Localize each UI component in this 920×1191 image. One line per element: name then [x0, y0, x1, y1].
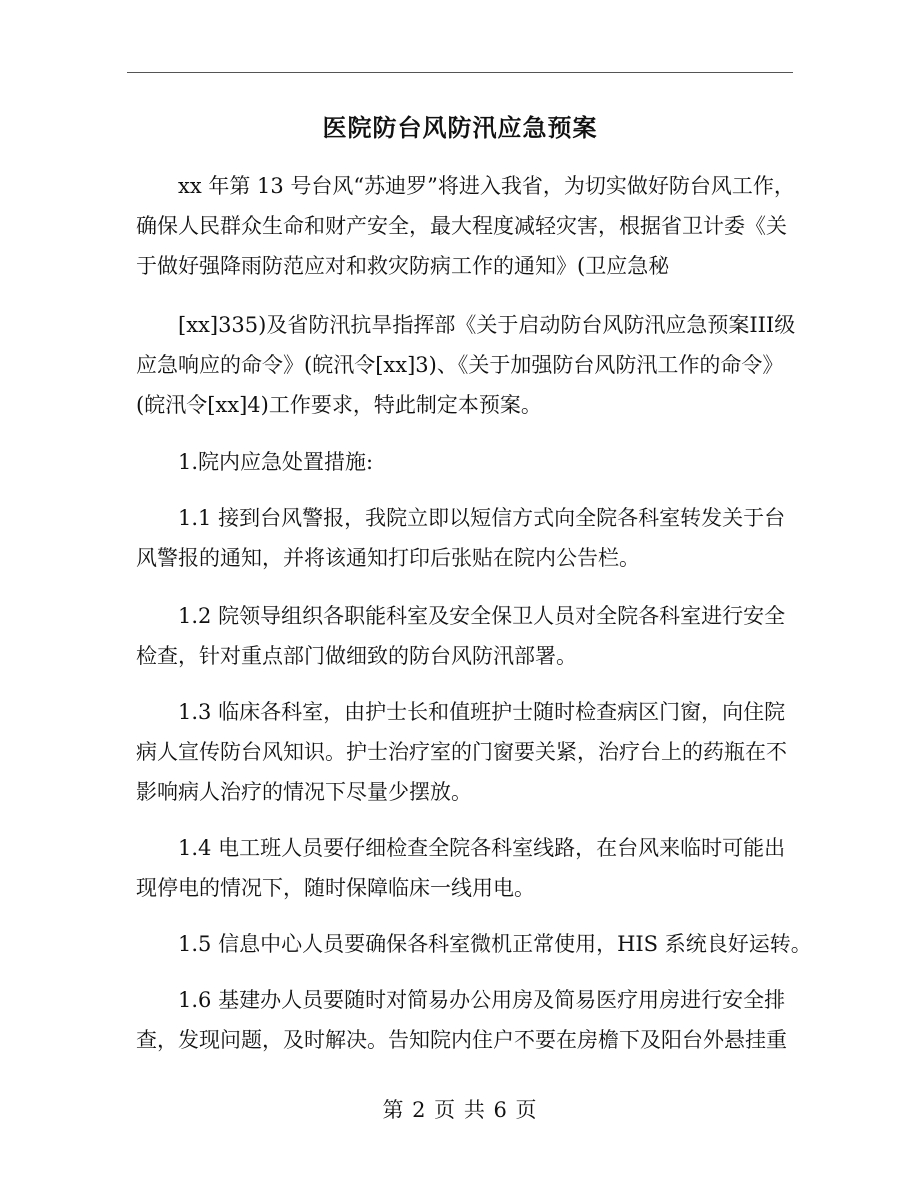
text-line: xx 年第 13 号台风“苏迪罗”将进入我省，为切实做好防台风工作， — [178, 174, 795, 198]
paragraph-1-2 — [136, 596, 786, 676]
paragraph-intro-1 — [136, 166, 795, 286]
paragraph-1-3 — [136, 692, 786, 812]
text-line: 现停电的情况下，随时保障临床一线用电。 — [136, 876, 535, 900]
text-line: 1.1 接到台风警报，我院立即以短信方式向全院各科室转发关于台 — [178, 506, 786, 530]
text-line: 检查，针对重点部门做细致的防台风防汛部署。 — [136, 644, 577, 668]
text-line: 病人宣传防台风知识。护士治疗室的门窗要关紧，治疗台上的药瓶在不 — [136, 740, 787, 764]
section-heading — [136, 442, 786, 482]
text-line: 1.2 院领导组织各职能科室及安全保卫人员对全院各科室进行安全 — [178, 604, 786, 628]
text-line: 确保人民群众生命和财产安全，最大程度减轻灾害，根据省卫计委《关 — [136, 214, 787, 238]
text-line: 查，发现问题，及时解决。告知院内住户不要在房檐下及阳台外悬挂重 — [136, 1028, 787, 1052]
text-line: 1.4 电工班人员要仔细检查全院各科室线路，在台风来临时可能出 — [178, 836, 786, 860]
text-line: 于做好强降雨防范应对和救灾防病工作的通知》(卫应急秘 — [136, 254, 670, 278]
text-line: [xx]335)及省防汛抗旱指挥部《关于启动防台风防汛应急预案III级 — [178, 313, 796, 337]
text-line: (皖汛令[xx]4)工作要求，特此制定本预案。 — [136, 393, 542, 417]
document-title: 医院防台风防汛应急预案 — [322, 114, 598, 142]
header-rule — [127, 72, 793, 73]
paragraph-1-1 — [136, 498, 786, 578]
text-line: 1.院内应急处置措施: — [178, 450, 374, 474]
text-line: 1.5 信息中心人员要确保各科室微机正常使用，HIS 系统良好运转。 — [178, 932, 812, 956]
paragraph-1-6 — [136, 980, 786, 1060]
text-line: 风警报的通知，并将该通知打印后张贴在院内公告栏。 — [136, 546, 640, 570]
text-line: 1.6 基建办人员要随时对简易办公用房及简易医疗用房进行安全排 — [178, 988, 786, 1012]
paragraph-intro-2 — [136, 305, 796, 425]
page-number: 第 2 页 共 6 页 — [382, 1098, 538, 1122]
text-line: 影响病人治疗的情况下尽量少摆放。 — [136, 780, 472, 804]
text-line: 应急响应的命令》(皖汛令[xx]3)、《关于加强防台风防汛工作的命令》 — [136, 353, 784, 377]
text-line: 1.3 临床各科室，由护士长和值班护士随时检查病区门窗，向住院 — [178, 700, 786, 724]
paragraph-1-4 — [136, 828, 786, 908]
paragraph-1-5 — [136, 924, 812, 964]
